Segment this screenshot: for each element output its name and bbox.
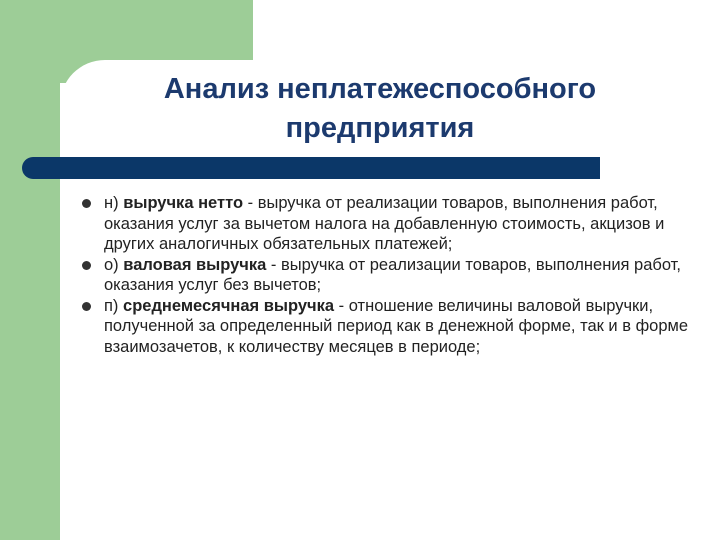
bullet-dot-icon — [82, 199, 91, 208]
bullet-dot-icon — [82, 302, 91, 311]
title-line-2: предприятия — [285, 112, 475, 144]
bullet-term: среднемесячная выручка — [123, 296, 335, 315]
bullet-prefix: п) — [104, 296, 124, 315]
bullet-dot-icon — [82, 261, 91, 270]
bullet-item-gross-revenue — [78, 255, 703, 296]
bullet-text: - выручка от реализации товаров, выполнения работ, оказания услуг без вычетов; — [104, 255, 681, 294]
bullet-text: - выручка от реализации товаров, выполнения работ, оказания услуг за вычетом налога на добавленную стоимость, акцизов и других аналогичных обязательных платежей; — [104, 194, 665, 253]
decor-green-left — [0, 0, 60, 540]
bullet-item-net-revenue — [78, 193, 703, 255]
bullet-list — [78, 193, 703, 357]
bullet-term: выручка нетто — [123, 194, 244, 212]
bullet-item-monthly-revenue — [78, 296, 703, 358]
bullet-term: валовая выручка — [123, 255, 267, 274]
bullet-text: - отношение величины валовой выручки, полученной за определенный период как в денежной форме, так и в форме взаимозачетов, к количеству месяцев в периоде; — [104, 296, 689, 356]
title-line-1: Анализ неплатежеспособного — [163, 73, 597, 105]
bullet-prefix: н) — [104, 194, 124, 212]
bullet-prefix: о) — [104, 255, 124, 274]
title-underline-bar — [22, 157, 600, 179]
slide-title — [100, 70, 660, 148]
